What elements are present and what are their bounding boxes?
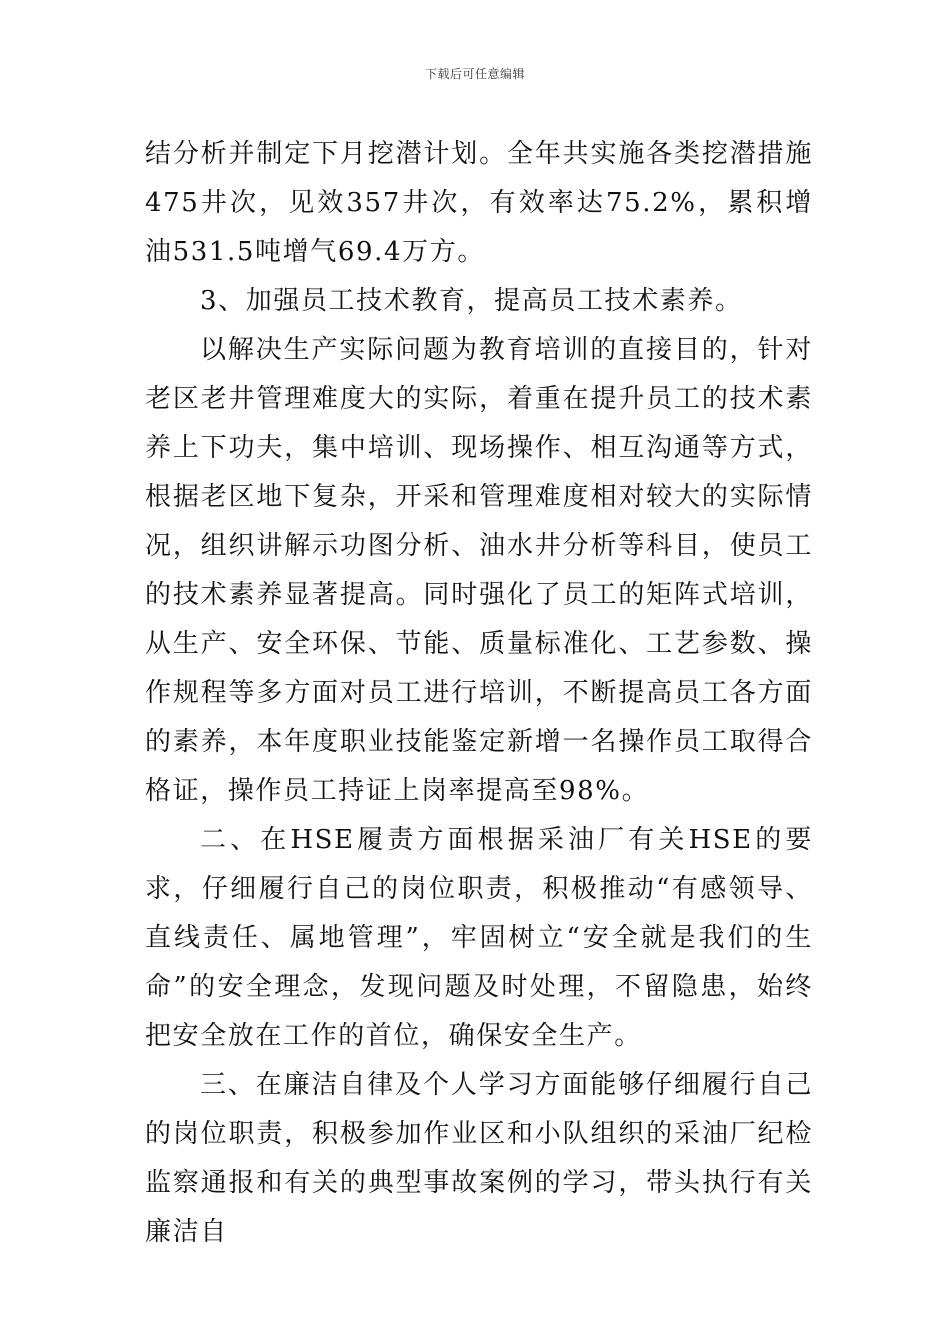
paragraph-integrity: 三、在廉洁自律及个人学习方面能够仔细履行自己的岗位职责，积极参加作业区和小队组织的采油厂纪检监察通报和有关的典型事故案例的学习，带头执行有关廉洁自 bbox=[145, 1070, 813, 1247]
paragraph-heading-technical-education: 3、加强员工技术教育，提高员工技术素养。 bbox=[200, 286, 743, 316]
paragraph-continuation: 结分析并制定下月挖潜计划。全年共实施各类挖潜措施475井次，见效357井次，有效率达75.2%，累积增油531.5吨增气69.4万方。 bbox=[145, 139, 813, 267]
paragraph-hse: 二、在HSE履责方面根据采油厂有关HSE的要求，仔细履行自己的岗位职责，积极推动“有感领导、直线责任、属地管理”，牢固树立“安全就是我们的生命”的安全理念，发现问题及时处理，不留隐患，始终把安全放在工作的首位，确保安全生产。 bbox=[145, 825, 813, 1051]
document-body bbox=[145, 130, 813, 1257]
page-header: 下载后可任意编辑 bbox=[424, 67, 525, 81]
paragraph-training: 以解决生产实际问题为教育培训的直接目的，针对老区老井管理难度大的实际，着重在提升员工的技术素养上下功夫，集中培训、现场操作、相互沟通等方式，根据老区地下复杂，开采和管理难度相对较大的实际情况，组织讲解示功图分析、油水井分析等科目，使员工的技术素养显著提高。同时强化了员工的矩阵式培训，从生产、安全环保、节能、质量标准化、工艺参数、操作规程等多方面对员工进行培训，不断提高员工各方面的素养，本年度职业技能鉴定新增一名操作员工取得合格证，操作员工持证上岗率提高至98%。 bbox=[145, 335, 813, 806]
